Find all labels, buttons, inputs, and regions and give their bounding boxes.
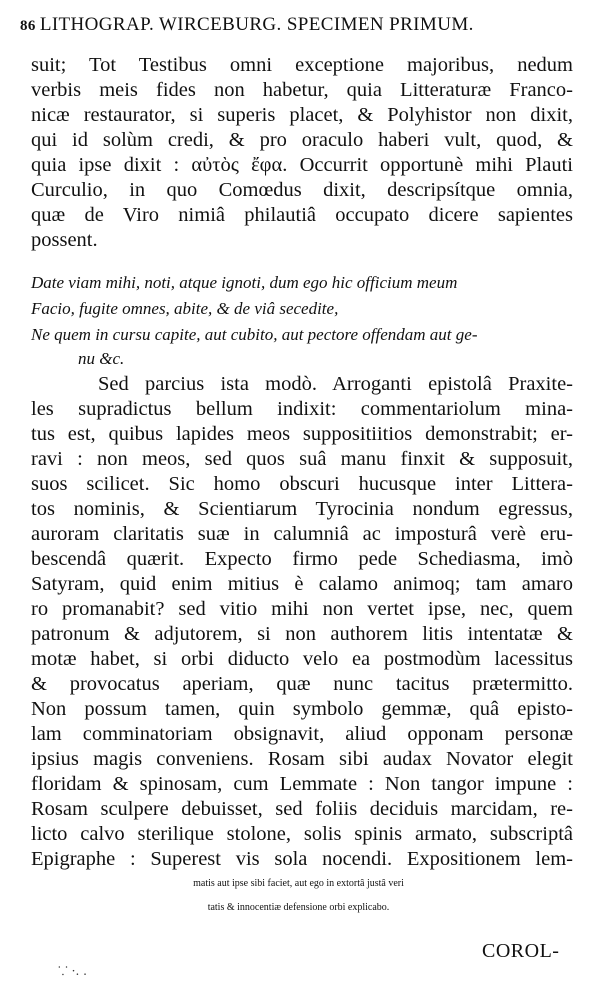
body-line: qui id solùm credi, & pro oraculo haberi vult, quod, & bbox=[31, 129, 573, 151]
body-line-indent: Sed parcius ista modò. Arroganti epistolâ Praxite- bbox=[98, 373, 573, 395]
body-line: ipsius magis conveniens. Rosam sibi audax Novator elegit bbox=[31, 748, 573, 770]
body-line: licto calvo sterilique stolone, solis spinis armato, subscriptâ bbox=[31, 823, 573, 845]
catchword: COROL- bbox=[482, 940, 560, 962]
body-line: ravi : non meos, sed quos suâ manu finxit & supposuit, bbox=[31, 448, 573, 470]
body-line: tos nominis, & Scientiarum Tyrocinia nondum egressus, bbox=[31, 498, 573, 520]
body-line: tus est, quibus lapides meos suppositiitios demonstrabit; er- bbox=[31, 423, 573, 445]
body-line: suos scilicet. Sic homo obscuri hucusque inter Littera- bbox=[31, 473, 573, 495]
body-line: motæ habet, si orbi diducto velo ea postmodùm lacessitus bbox=[31, 648, 573, 670]
body-line: Epigraphe : Superest vis sola nocendi. Expositionem lem- bbox=[31, 848, 573, 870]
body-line: quæ de Viro nimiâ philautiâ occupato dicere sapientes bbox=[31, 204, 573, 226]
body-line: auroram claritatis suæ in calumniâ ac imposturâ verè eru- bbox=[31, 523, 573, 545]
verse-line: Ne quem in cursu capite, aut cubito, aut pectore offendam aut ge- bbox=[31, 325, 478, 344]
body-line: les supradictus bellum indixit: commentariolum mina- bbox=[31, 398, 573, 420]
running-title: LITHOGRAP. WIRCEBURG. SPECIMEN PRIMUM. bbox=[39, 14, 474, 35]
body-line: Satyram, quid enim mitius è calamo animoq; tam amaro bbox=[31, 573, 573, 595]
verse-line: Facio, fugite omnes, abite, & de viâ secedite, bbox=[31, 299, 339, 318]
body-line: suit; Tot Testibus omni exceptione majoribus, nedum bbox=[31, 54, 573, 76]
body-line: verbis meis fides non habetur, quia Litteraturæ Franco- bbox=[31, 79, 573, 101]
body-line: lam comminatoriam obsignavit, aliud opponam personæ bbox=[31, 723, 573, 745]
body-line: bescendâ quærit. Expecto firmo pede Schediasma, imò bbox=[31, 548, 573, 570]
body-line: floridam & spinosam, cum Lemmate : Non tangor impune : bbox=[31, 773, 573, 795]
body-line: patronum & adjutorem, si non authorem litis intentatæ & bbox=[31, 623, 573, 645]
body-line: possent. bbox=[31, 229, 98, 251]
body-line-centered: tatis & innocentiæ defensione orbi explicabo. bbox=[207, 902, 390, 913]
body-line: Rosam sculpere debuisset, sed foliis deciduis marcidam, re- bbox=[31, 798, 573, 820]
verse-line: nu &c. bbox=[78, 349, 125, 368]
page-number: 86 bbox=[20, 18, 36, 34]
page-marks: ⸪ ·. . bbox=[58, 964, 87, 978]
body-line: ro promanabit? sed vitio mihi non vertet ipse, nec, quem bbox=[31, 598, 573, 620]
body-line: nicæ restaurator, si superis placet, & Polyhistor non dixit, bbox=[31, 104, 573, 126]
body-line: & provocatus aperiam, quæ nunc tacitus prætermitto. bbox=[31, 673, 573, 695]
body-line-centered: matis aut ipse sibi faciet, aut ego in extortâ justâ veri bbox=[193, 878, 404, 889]
running-head bbox=[20, 14, 580, 36]
verse-line: Date viam mihi, noti, atque ignoti, dum ego hic officium meum bbox=[31, 273, 458, 292]
body-line: Curculio, in quo Comœdus dixit, descripsítque omnia, bbox=[31, 179, 573, 201]
body-line: quia ipse dixit : αὐτὸς ἔφα. Occurrit opportunè mihi Plauti bbox=[31, 154, 573, 176]
body-line: Non possum tamen, quin symbolo gemmæ, quâ episto- bbox=[31, 698, 573, 720]
